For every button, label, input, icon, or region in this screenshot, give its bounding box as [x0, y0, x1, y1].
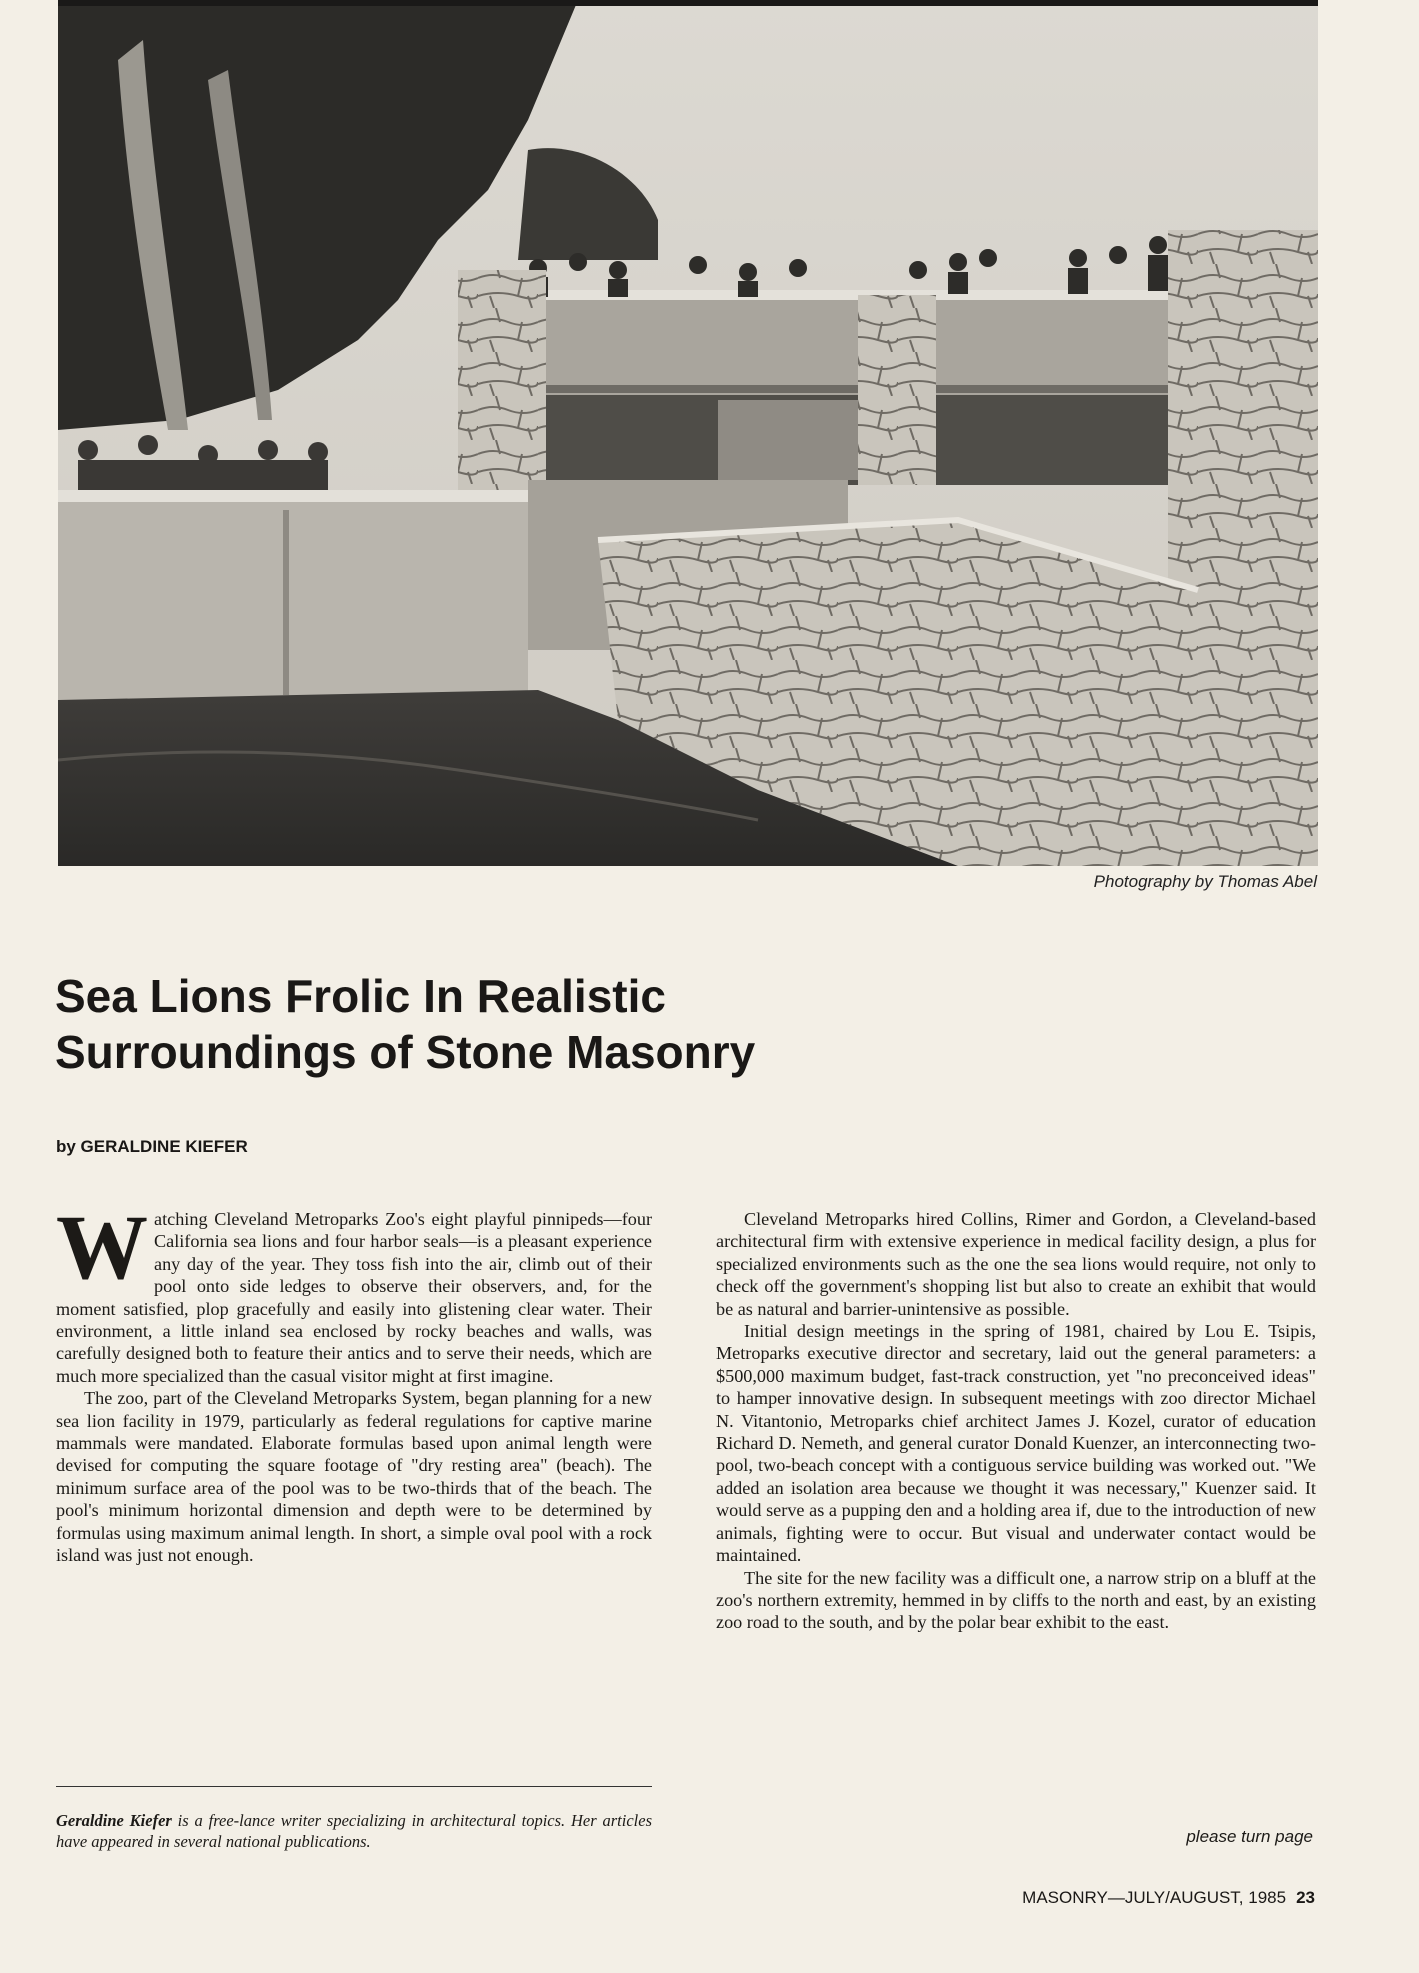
paragraph: The site for the new facility was a difficult one, a narrow strip on a bluff at the zoo's northern extremity, hemmed in by cliffs to the north and east, by an existing zoo road to the south, and by the polar bear exhibit to the east.	[716, 1567, 1316, 1633]
author-name: Geraldine Kiefer	[56, 1811, 172, 1830]
right-column	[716, 1208, 1316, 1634]
left-column	[56, 1196, 652, 1567]
author-bio	[56, 1811, 652, 1852]
page-number: 23	[1296, 1888, 1315, 1907]
drop-cap: W	[56, 1196, 148, 1298]
title-line-2: Surroundings of Stone Masonry	[55, 1026, 756, 1078]
publication-issue: MASONRY—JULY/AUGUST, 1985	[1022, 1888, 1287, 1907]
paragraph-text: atching Cleveland Metroparks Zoo's eight playful pinnipeds—four California sea lions and four harbor seals—is a pleasant experience any day of the year. They toss fish into the air, climb out of their pool onto side ledges to observe their observers, and, for the moment satisfied, plop gracefully and easily into glistening clear water. Their environment, a little inland sea enclosed by rocky beaches and walls, was carefully designed both to feature their antics and to serve their needs, which are much more specialized than the casual visitor might at first imagine.	[56, 1209, 652, 1386]
paragraph: The zoo, part of the Cleveland Metroparks System, began planning for a new sea lion facility in 1979, particularly as federal regulations for captive marine mammals were mandated. Elaborate formulas based upon animal length were devised for computing the square footage of "dry resting area" (beach). The minimum surface area of the pool was to be two-thirds that of the beach. The pool's minimum horizontal dimension and depth were to be determined by formulas using maximum animal length. In short, a simple oval pool with a rock island was just not enough.	[56, 1388, 652, 1566]
footnote-divider	[56, 1786, 652, 1787]
photo-credit: Photography by Thomas Abel	[1093, 872, 1317, 891]
continued-note: please turn page	[1186, 1827, 1313, 1846]
article-title	[55, 968, 1055, 1080]
article-photo	[58, 0, 1318, 866]
paragraph: Cleveland Metroparks hired Collins, Rimer and Gordon, a Cleveland-based architectural firm with extensive experience in medical facility design, a plus for specialized environments such as the one the sea lions would require, not only to check off the government's shopping list but also to create an exhibit that would be as natural and barrier-unintensive as possible.	[716, 1209, 1316, 1319]
author-bio-text: is a free-lance writer specializing in architectural topics. Her articles have appeared in several national publications.	[56, 1811, 653, 1851]
paragraph	[56, 1196, 652, 1387]
page-footer	[1022, 1888, 1315, 1908]
title-line-1: Sea Lions Frolic In Realistic	[55, 970, 666, 1022]
sea-lion-exhibit-photo	[58, 0, 1318, 866]
byline: by GERALDINE KIEFER	[56, 1137, 248, 1156]
paragraph: Initial design meetings in the spring of 1981, chaired by Lou E. Tsipis, Metroparks executive director and secretary, laid out the general parameters: a $500,000 maximum budget, fast-track construction, yet "no preconceived ideas" to hamper innovative design. In subsequent meetings with zoo director Michael N. Vitantonio, Metroparks chief architect James J. Kozel, curator of education Richard D. Nemeth, and general curator Donald Kuenzer, an interconnecting two-pool, two-beach concept with a contiguous service building was worked out. "We added an isolation area because we thought it was necessary," Kuenzer said. It would serve as a pupping den and a holding area if, due to the introduction of new animals, fighting were to occur. But visual and underwater contact would be maintained.	[716, 1321, 1316, 1566]
